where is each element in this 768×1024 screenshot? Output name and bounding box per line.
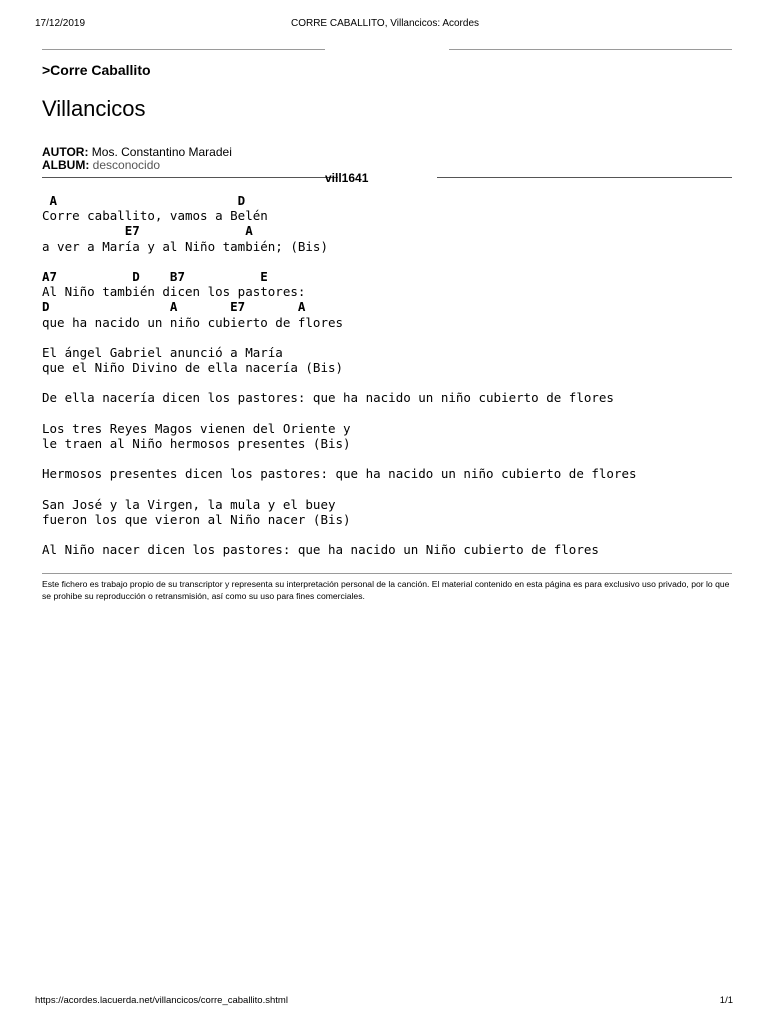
top-divider-right (449, 49, 732, 50)
blank-line (42, 375, 637, 390)
album-label: ALBUM: (42, 158, 90, 172)
blank-line (42, 406, 637, 421)
lyric-line: San José y la Virgen, la mula y el buey (42, 496, 336, 512)
print-title: CORRE CABALLITO, Villancicos: Acordes (290, 18, 480, 29)
page-title: Villancicos (42, 96, 146, 121)
lyric-line: que ha nacido un niño cubierto de flores (42, 314, 344, 330)
lyric-line: Corre caballito, vamos a Belén (42, 208, 268, 224)
author-label: AUTOR: (42, 145, 89, 159)
author-row (42, 145, 232, 159)
lyric-line: Los tres Reyes Magos vienen del Oriente y (42, 420, 351, 436)
chord-line: E7 A (42, 223, 253, 239)
footer-url: https://acordes.lacuerda.net/villancicos/corre_caballito.shtml (35, 995, 288, 1006)
lyric-line: Al Niño también dicen los pastores: (42, 284, 306, 300)
breadcrumb-link[interactable]: >Corre Caballito (42, 62, 151, 78)
song-body (42, 193, 637, 558)
lyric-line: que el Niño Divino de ella nacería (Bis) (42, 360, 344, 376)
blank-line (42, 330, 637, 345)
album-value: desconocido (92, 158, 161, 172)
author-value: Mos. Constantino Maradei (91, 145, 232, 159)
lyric-line: Al Niño nacer dicen los pastores: que ha nacido un Niño cubierto de flores (42, 542, 599, 558)
chord-line: A7 D B7 E (42, 268, 268, 284)
blank-line (42, 527, 637, 542)
code-divider-right (437, 177, 732, 178)
lyric-line: a ver a María y al Niño también; (Bis) (42, 238, 328, 254)
bottom-divider (42, 573, 732, 574)
footer-page-number: 1/1 (719, 995, 733, 1006)
lyric-line: De ella nacería dicen los pastores: que ha nacido un niño cubierto de flores (42, 390, 614, 406)
blank-line (42, 451, 637, 466)
song-code: vill1641 (325, 171, 369, 185)
chord-line: A D (42, 193, 246, 208)
chord-line: D A E7 A (42, 299, 306, 315)
lyric-line: Hermosos presentes dicen los pastores: que ha nacido un niño cubierto de flores (42, 466, 637, 482)
blank-line (42, 482, 637, 497)
lyric-line: El ángel Gabriel anunció a María (42, 344, 283, 360)
album-row (42, 158, 160, 172)
lyric-line: fueron los que vieron al Niño nacer (Bis) (42, 511, 351, 527)
lyric-line: le traen al Niño hermosos presentes (Bis) (42, 436, 351, 451)
top-divider-left (42, 49, 325, 50)
print-date: 17/12/2019 (35, 18, 86, 29)
blank-line (42, 254, 637, 269)
disclaimer-text: Este fichero es trabajo propio de su transcriptor y representa su interpretación personal de la canción. El material contenido en esta página es para exclusivo uso privado, por lo que se prohibe su reproducción o retransmisión, así como su uso para fines comerciales. (42, 579, 730, 601)
code-divider-left (42, 177, 338, 178)
